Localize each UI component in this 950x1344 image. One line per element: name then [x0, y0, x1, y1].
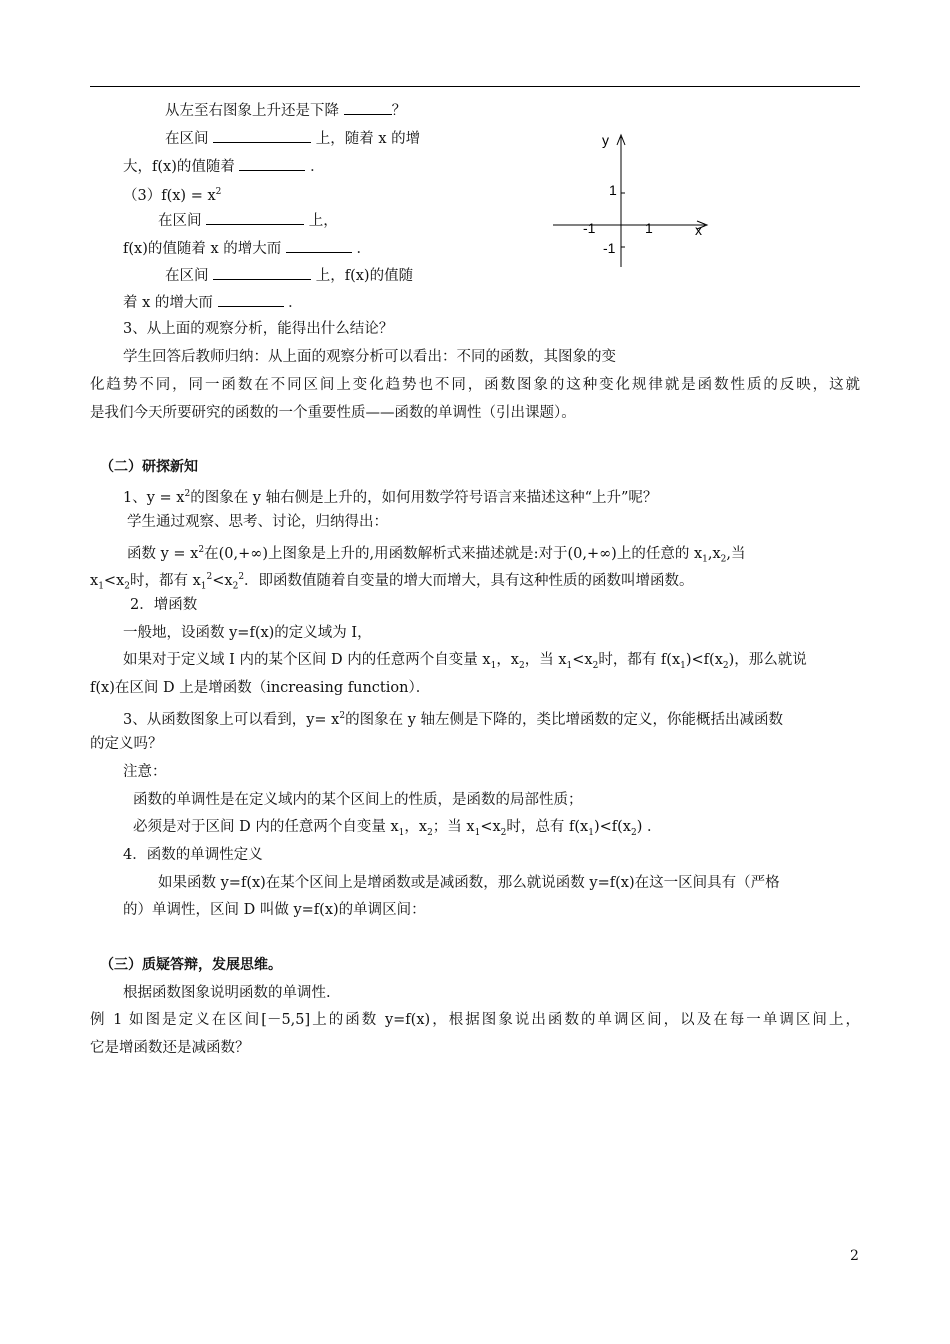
- text-line: 1、$y = x^2$的图象在 y 轴右侧是上升的，如何用数学符号语言来描述这种“上升”呢？: [123, 489, 658, 506]
- text-line: 从左至右图象上升还是下降 ？: [165, 100, 406, 121]
- section-heading: （三）质疑答辩，发展思维。: [100, 957, 282, 973]
- text-line: 如果函数 y=f(x)在某个区间上是增函数或是减函数，那么就说函数 y=f(x)在这一区间具有（严格: [158, 875, 780, 891]
- text-line: 根据函数图象说明函数的单调性.: [123, 985, 331, 1001]
- text-line: 在区间 上，f(x)的值随: [165, 265, 413, 286]
- text-line: 的定义吗？: [90, 736, 163, 752]
- text-line: 大，f(x)的值随着 ．: [123, 156, 325, 177]
- text-line: 在区间 上，: [158, 210, 338, 231]
- text-line: 4．函数的单调性定义: [123, 847, 263, 863]
- answer-blank[interactable]: [218, 292, 284, 307]
- text-line: 一般地，设函数 y=f(x)的定义域为 I，: [123, 625, 372, 641]
- answer-blank[interactable]: [286, 238, 352, 253]
- text-line: 学生回答后教师归纳：从上面的观察分析可以看出：不同的函数，其图象的变: [123, 349, 616, 365]
- page-number: 2: [850, 1248, 859, 1264]
- text-line: 3、从上面的观察分析，能得出什么结论？: [123, 321, 394, 337]
- text-line: 化趋势不同，同一函数在不同区间上变化趋势也不同，函数图象的这种变化规律就是函数性质的反映，这就: [90, 377, 860, 393]
- text-line: 例 1 如图是定义在区间[－5,5]上的函数 y=f(x)，根据图象说出函数的单调区间，以及在每一单调区间上，: [90, 1012, 860, 1028]
- coordinate-axes-graph: [545, 125, 715, 275]
- x-tick-label-neg: -1: [583, 220, 596, 236]
- answer-blank[interactable]: [206, 210, 304, 225]
- text-line: f(x)在区间 D 上是增函数（increasing function）．: [90, 680, 431, 696]
- y-tick-label-neg: -1: [603, 240, 616, 256]
- header-rule: [90, 86, 860, 87]
- answer-blank[interactable]: [344, 100, 392, 115]
- text-line: 着 x 的增大而 ．: [123, 292, 303, 313]
- answer-blank[interactable]: [239, 156, 305, 171]
- text-line: $(3)f(x) = x^2$: [123, 187, 222, 204]
- y-axis-label: y: [602, 132, 609, 148]
- text-line: 如果对于定义域 I 内的某个区间 D 内的任意两个自变量 $x_1$，$x_2$，当 $x_1<x_2$时，都有 $f(x_1)<f(x_2)$，那么就说: [123, 652, 807, 671]
- section-heading: （二）研探新知: [100, 459, 198, 475]
- text-line: f(x)的值随着 x 的增大而 ．: [123, 238, 371, 259]
- text-line: 学生通过观察、思考、讨论，归纳得出：: [127, 514, 388, 530]
- text-line: 函数 $y = x^2$在(0,+∞)上图象是上升的,用函数解析式来描述就是:对于(0,+∞)上的任意的 $x_1,x_2$,当: [127, 545, 746, 565]
- text-line: 在区间 上，随着 x 的增: [165, 128, 420, 149]
- text-line: 函数的单调性是在定义域内的某个区间上的性质，是函数的局部性质；: [133, 792, 583, 808]
- x-tick-label-pos: 1: [645, 220, 653, 236]
- answer-blank[interactable]: [213, 265, 311, 280]
- text-line: 的）单调性，区间 D 叫做 y=f(x)的单调区间：: [123, 902, 426, 918]
- text-line: 必须是对于区间 D 内的任意两个自变量 $x_1$，$x_2$；当 $x_1<x_2$时，总有 $f(x_1)<f(x_2)$ ．: [133, 819, 662, 838]
- text-line: 是我们今天所要研究的函数的一个重要性质——函数的单调性（引出课题）。: [90, 405, 576, 421]
- text-line: 注意：: [123, 764, 167, 780]
- y-tick-label-pos: 1: [609, 182, 617, 198]
- text-line: 它是增函数还是减函数？: [90, 1040, 250, 1056]
- text-line: $x_1<x_2$时，都有 $x_1^2<x_2^2$．即函数值随着自变量的增大而增大，具有这种性质的函数叫增函数。: [90, 572, 694, 592]
- answer-blank[interactable]: [213, 128, 311, 143]
- text-line: 2．增函数: [130, 597, 198, 613]
- text-line: 3、从函数图象上可以看到，$y= x^2$的图象在 y 轴左侧是下降的，类比增函数的定义，你能概括出减函数: [123, 711, 784, 728]
- x-axis-label: x: [695, 222, 702, 238]
